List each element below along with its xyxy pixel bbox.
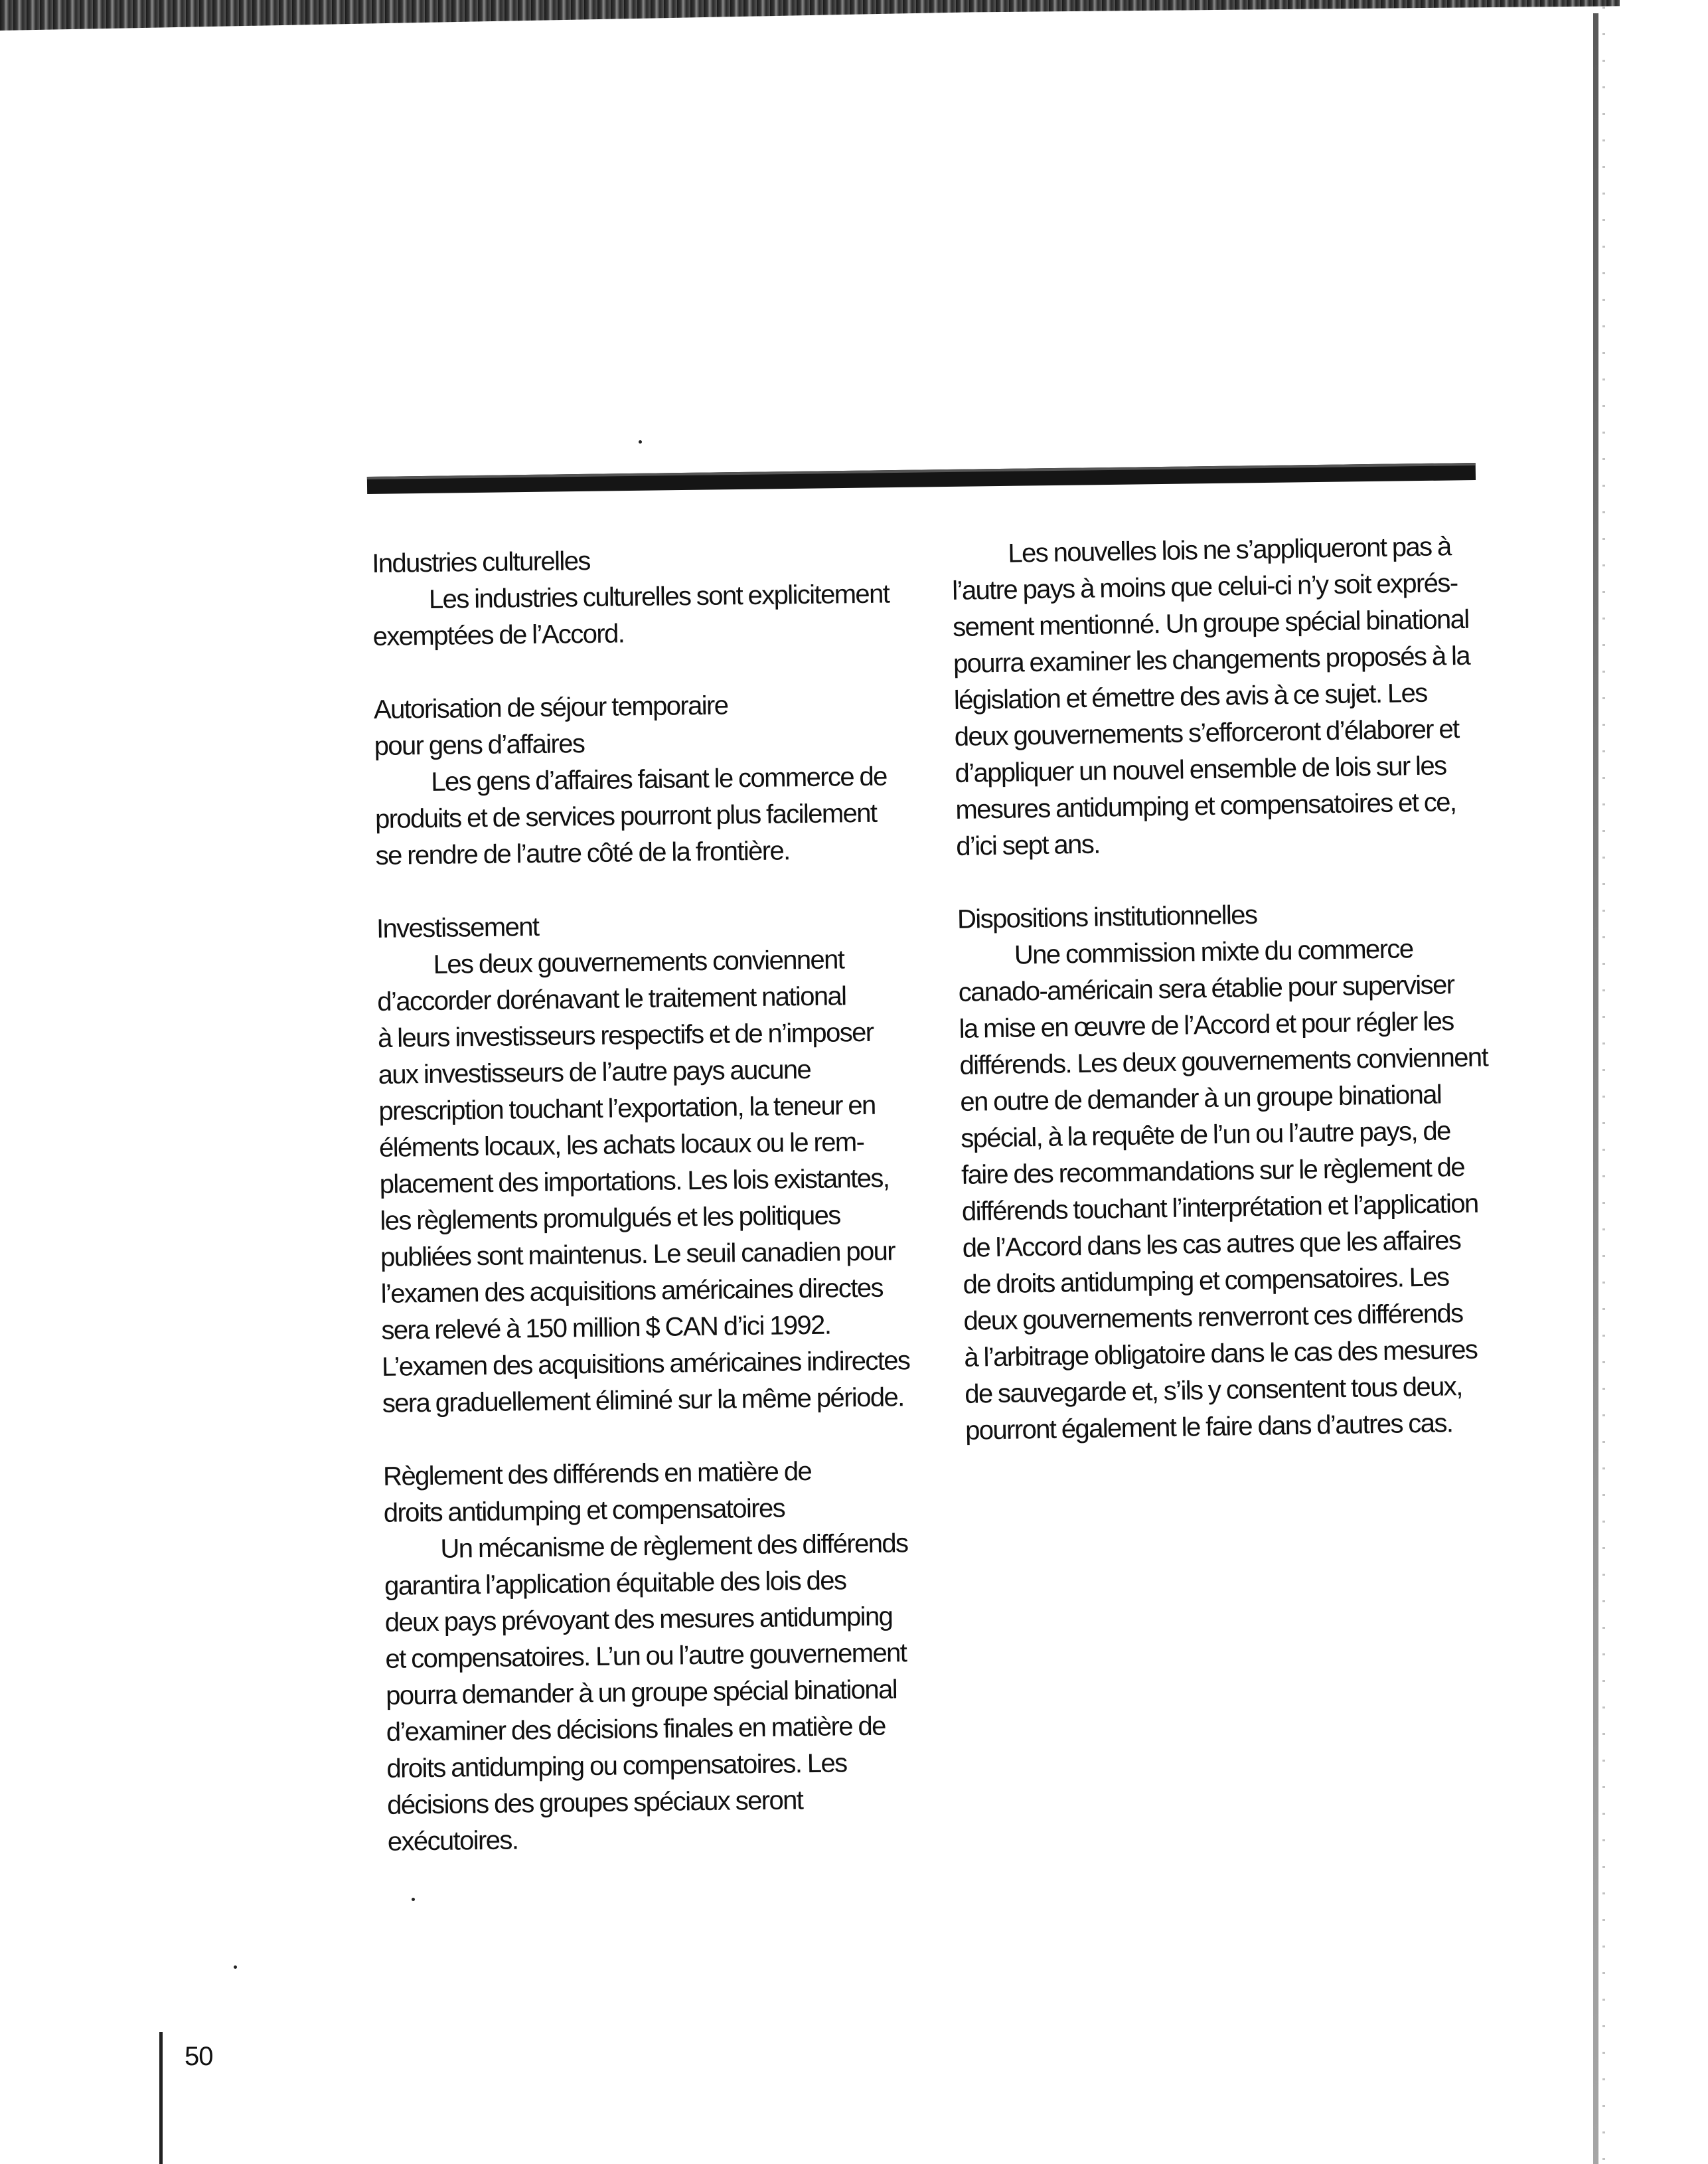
scan-speck <box>234 1965 237 1969</box>
section-body: Les industries culturelles sont explicitement exemptées de l’Accord. <box>372 579 890 651</box>
section-body: Un mécanisme de règlement des différends garantira l’application équitable des lois des deux pays prévoyant des mesures antidumping et compensatoires. L’un ou l’autre gouvernement pourra demander à un groupe spécial binational d’examiner des décisions finales en matière de droits antidumping ou compensatoires. Les décisions des groupes spéciaux seront exécutoires. <box>384 1529 908 1857</box>
section-heading: Investissement <box>376 912 539 944</box>
section-cultural-industries <box>372 539 924 655</box>
right-column <box>951 528 1517 1486</box>
scan-speck <box>639 440 642 444</box>
section-heading: Industries culturelles <box>372 546 590 578</box>
section-institutional-provisions <box>957 893 1517 1450</box>
scan-speck <box>412 1898 415 1901</box>
continuation-paragraph <box>951 528 1508 865</box>
section-dispute-settlement <box>383 1452 939 1861</box>
binding-gutter-line <box>159 2032 163 2164</box>
scan-edge-right-noise <box>1602 7 1605 2164</box>
left-column <box>372 539 939 1897</box>
scan-edge-right <box>1593 13 1598 2164</box>
section-investment <box>376 904 933 1422</box>
section-temporary-entry <box>374 685 927 874</box>
section-body: Une commission mixte du commerce canado-américain sera établie pour superviser la mise en œuvre de l’Accord et pour régler les différends. Les deux gouvernements conviennent en outre de demander à un groupe binational spécial, à la requête de l’un ou l’autre pays, de faire des recommandations sur le règlement de différends touchant l’interprétation et l’application de l’Accord dans les cas autres que les affaires de droits antidumping et compensatoires. Les deux gouvernements renverront ces différends à l’arbitrage obligatoire dans le cas des mesures de sauvegarde et, s’ils y consentent tous deux, pourront également le faire dans d’autres cas. <box>958 934 1488 1446</box>
scan-edge-top <box>0 0 1620 31</box>
section-heading: Dispositions institutionnelles <box>957 900 1257 934</box>
section-heading: Règlement des différends en matière de droits antidumping et compensatoires <box>382 1457 812 1528</box>
section-rule <box>367 463 1476 494</box>
page-number: 50 <box>185 2042 213 2071</box>
section-heading: Autorisation de séjour temporaire pour gens d’affaires <box>373 691 728 761</box>
section-body: Les gens d’affaires faisant le commerce de produits et de services pourront plus facilement se rendre de l’autre côté de la frontière. <box>374 762 888 871</box>
continuation-text: Les nouvelles lois ne s’appliqueront pas à l’autre pays à moins que celui-ci n’y soit exprés- sement mentionné. Un groupe spécial binational pourra examiner les changements proposés à la législation et émettre des avis à ce sujet. Les deux gouvernements s’efforceront d’élaborer et d’appliquer un nouvel ensemble de lois sur les mesures antidumping et compensatoires et ce, d’ici sept ans. <box>951 532 1470 861</box>
section-body: Les deux gouvernements conviennent d’accorder dorénavant le traitement national à leurs investisseurs respectifs et de n’imposer aux investisseurs de l’autre pays aucune prescription touchant l’exportation, la teneur en éléments locaux, les achats locaux ou le rem- placement des importations. Les lois existantes, les règlements promulgués et les politiques publiées sont maintenus. Le seuil canadien pour l’examen des acquisitions américaines directes sera relevé à 150 million $ CAN d’ici 1992. L’examen des acquisitions américaines indirectes sera graduellement éliminé sur la même période. <box>377 945 910 1418</box>
